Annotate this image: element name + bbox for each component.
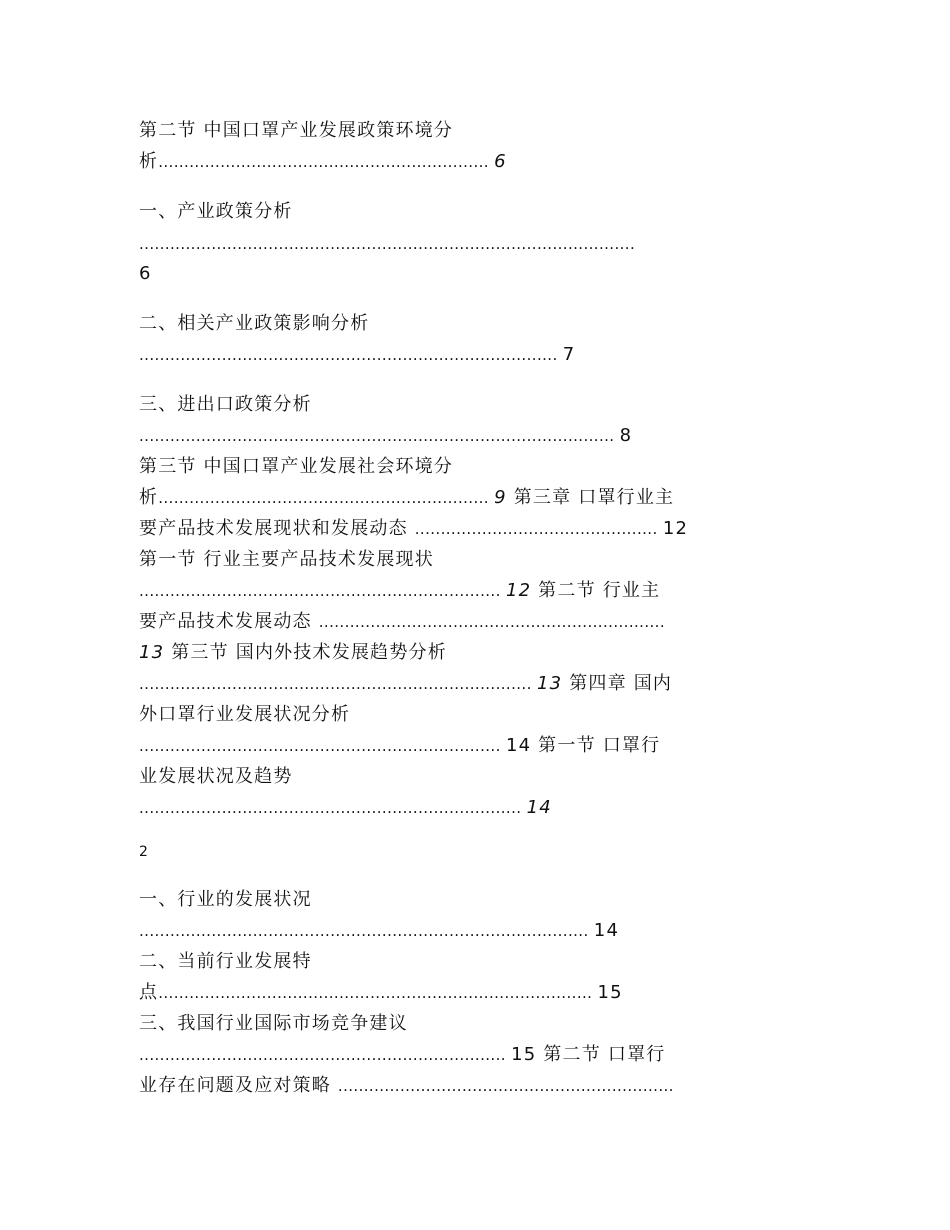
page-number: 2 xyxy=(139,844,148,860)
toc-entry-development-status-cont: ....................................................................................... 14 xyxy=(139,920,620,941)
toc-entry-section-3b-cont: ............................................................................ 13 第四章 国内 xyxy=(139,673,673,694)
toc-entry-section-2-title: 第二节 中国口罩产业发展政策环境分 xyxy=(139,120,454,141)
toc-entry-status-trend: 业发展状况及趋势 xyxy=(139,766,293,787)
toc-entry-section-2-cont: 析................................................................ 6 xyxy=(139,151,507,172)
toc-entry-section-3-cont: 析................................................................ 9 第三章 口罩行业主 xyxy=(139,487,675,508)
toc-entry-section-3b: 13 第三节 国内外技术发展趋势分析 xyxy=(139,642,447,663)
toc-entry-chapter-3-cont: 要产品技术发展现状和发展动态 ............................................... 12 xyxy=(139,518,689,539)
toc-entry-intl-competition: 三、我国行业国际市场竞争建议 xyxy=(139,1013,408,1034)
toc-entry-import-export-cont: ............................................................................................ 8 xyxy=(139,425,633,446)
toc-entry-current-features: 二、当前行业发展特 xyxy=(139,951,312,972)
toc-entry-related-policy: 二、相关产业政策影响分析 xyxy=(139,313,370,334)
toc-entry-problems-strategies: 业存在问题及应对策略 ................................................................. xyxy=(139,1075,674,1096)
toc-entry-section-1: 第一节 行业主要产品技术发展现状 xyxy=(139,549,434,570)
toc-dots-leader: ................................................................................................ xyxy=(139,235,636,253)
toc-entry-section-2b-cont: 要产品技术发展动态 ................................................................... xyxy=(139,611,665,632)
toc-entry-development-status: 一、行业的发展状况 xyxy=(139,889,312,910)
toc-entry-industry-policy: 一、产业政策分析 xyxy=(139,201,293,222)
toc-entry-chapter-4-cont: 外口罩行业发展状况分析 xyxy=(139,704,351,725)
toc-entry-section-3-title: 第三节 中国口罩产业发展社会环境分 xyxy=(139,456,454,477)
toc-entry-chapter-4-page: ...................................................................... 14 第一节 口罩行 xyxy=(139,735,661,756)
toc-entry-status-trend-cont: .......................................................................... 14 xyxy=(139,797,552,818)
toc-entry-related-policy-cont: ................................................................................. 7 xyxy=(139,344,576,365)
toc-entry-current-features-cont: 点.................................................................................... 15 xyxy=(139,982,623,1003)
toc-entry-intl-competition-cont: ....................................................................... 15 第二节 口罩行 xyxy=(139,1044,666,1065)
toc-entry-import-export: 三、进出口政策分析 xyxy=(139,394,312,415)
toc-page-ref: 6 xyxy=(139,263,152,284)
toc-entry-section-1-cont: ...................................................................... 12 第二节 行业主 xyxy=(139,580,661,601)
